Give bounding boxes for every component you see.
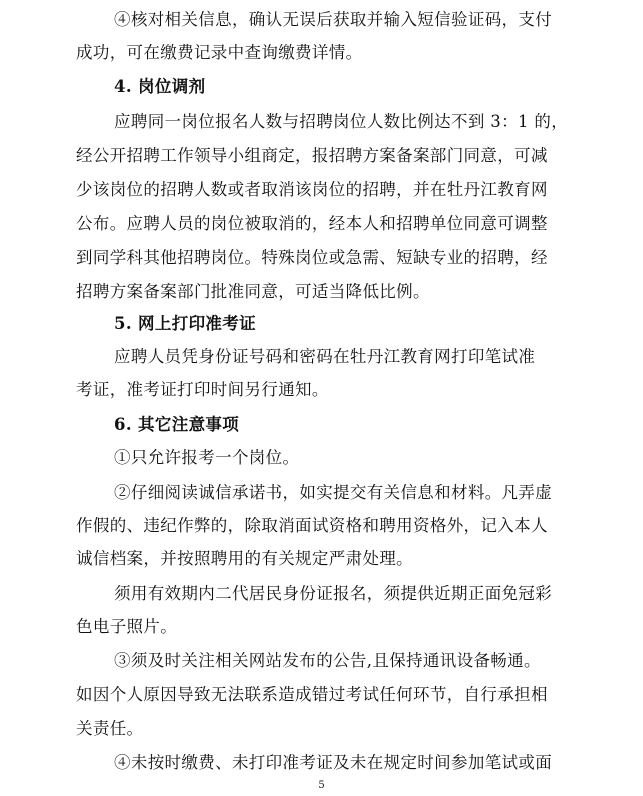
text-line: 经公开招聘工作领导小组商定，报招聘方案备案部门同意，可减 [76, 146, 548, 165]
section-heading-other-notes: 6. 其它注意事项 [114, 415, 240, 434]
text-line: ①只允许报考一个岗位。 [114, 448, 300, 467]
text-line: 到同学科其他招聘岗位。特殊岗位或急需、短缺专业的招聘，经 [76, 248, 548, 267]
section-heading-post-adjustment: 4. 岗位调剂 [114, 77, 206, 96]
text-line: 成功，可在缴费记录中查询缴费详情。 [76, 43, 363, 62]
text-line: 色电子照片。 [76, 617, 178, 636]
text-line: ③须及时关注相关网站发布的公告,且保持通讯设备畅通。 [114, 651, 541, 670]
text-line: 关责任。 [76, 719, 144, 738]
text-line: 如因个人原因导致无法联系造成错过考试任何环节，自行承担相 [76, 685, 548, 704]
section-heading-print-admission-ticket: 5. 网上打印准考证 [114, 314, 256, 333]
text-line: ④核对相关信息，确认无误后获取并输入短信验证码，支付 [114, 10, 553, 29]
text-line: 诚信档案，并按照聘用的有关规定严肃处理。 [76, 549, 413, 568]
text-line: ②仔细阅读诚信承诺书，如实提交有关信息和材料。凡弄虚 [114, 483, 553, 502]
page-number: 5 [318, 780, 325, 791]
text-line: 须用有效期内二代居民身份证报名，须提供近期正面免冠彩 [114, 584, 553, 603]
text-line: 作假的、违纪作弊的，除取消面试资格和聘用资格外，记入本人 [76, 516, 548, 535]
text-line: ④未按时缴费、未打印准考证及未在规定时间参加笔试或面 [114, 753, 553, 772]
text-line: 少该岗位的招聘人数或者取消该岗位的招聘，并在牡丹江教育网 [76, 180, 548, 199]
text-line: 公布。应聘人员的岗位被取消的，经本人和招聘单位同意可调整 [76, 214, 548, 233]
text-line: 应聘人员凭身份证号码和密码在牡丹江教育网打印笔试准 [114, 347, 536, 366]
text-line: 应聘同一岗位报名人数与招聘岗位人数比例达不到 3：1 的， [114, 112, 569, 131]
text-line: 考证，准考证打印时间另行通知。 [76, 380, 329, 399]
text-line: 招聘方案备案部门批准同意，可适当降低比例。 [76, 282, 430, 301]
